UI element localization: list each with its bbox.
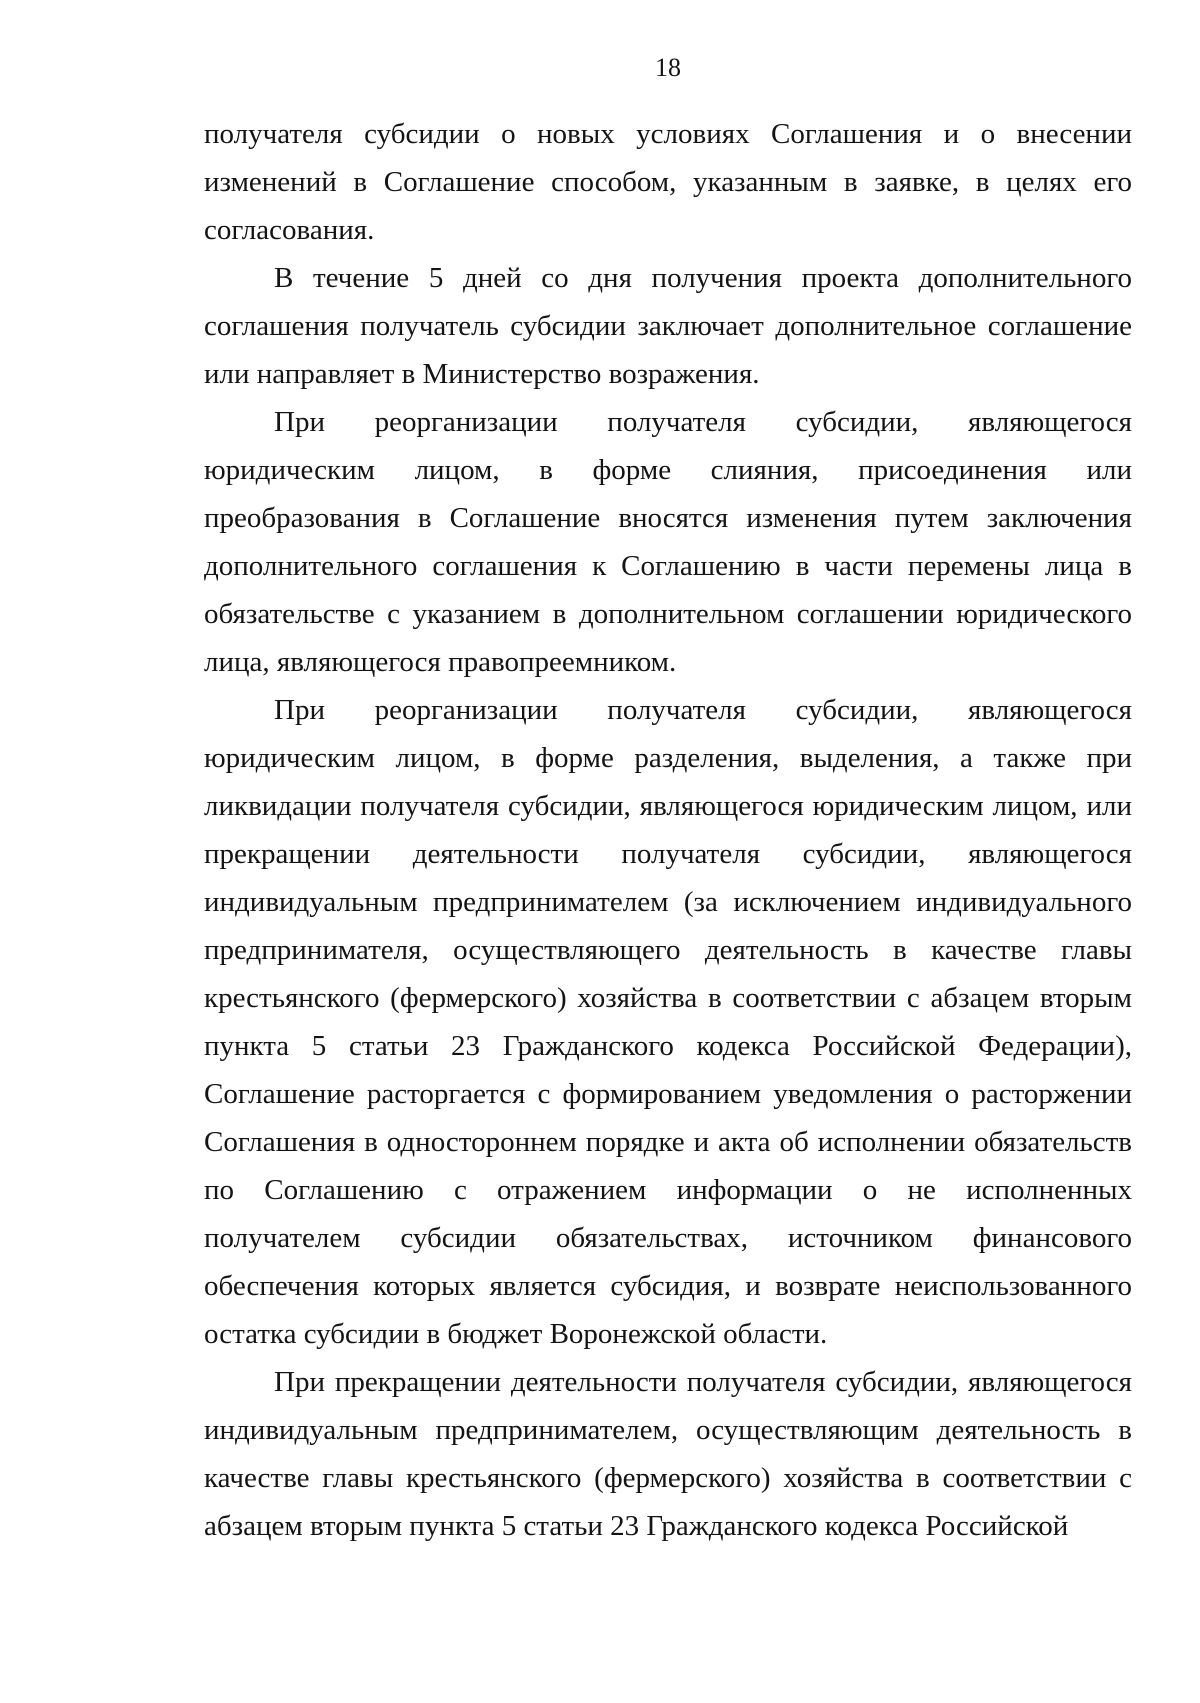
paragraph-4: При реорганизации получателя субсидии, являющегося юридическим лицом, в форме разделения, выделения, а также при ликвидации получателя субсидии, являющегося юридическим лицом, или прекращении деятельности получателя субсидии, являющегося индивидуальным предпринимателем (за исключением индивидуального предпринимателя, осуществляющего деятельность в качестве главы крестьянского (фермерского) хозяйства в соответствии с абзацем вторым пункта 5 статьи 23 Гражданского кодекса Российской Федерации), Соглашение расторгается с формированием уведомления о расторжении Соглашения в одностороннем порядке и акта об исполнении обязательств по Соглашению с отражением информации о не исполненных получателем субсидии обязательствах, источником финансового обеспечения которых является субсидия, и возврате неиспользованного остатка субсидии в бюджет Воронежской области. — [204, 694, 1132, 1350]
document-body — [204, 110, 1132, 1550]
paragraph-1: получателя субсидии о новых условиях Соглашения и о внесении изменений в Соглашение способом, указанным в заявке, в целях его согласования. — [204, 118, 1132, 246]
paragraph-5: При прекращении деятельности получателя субсидии, являющегося индивидуальным предпринимателем, осуществляющим деятельность в качестве главы крестьянского (фермерского) хозяйства в соответствии с абзацем вторым пункта 5 статьи 23 Гражданского кодекса Российской — [204, 1366, 1132, 1542]
page-number: 18 — [655, 53, 681, 82]
paragraph-2: В течение 5 дней со дня получения проекта дополнительного соглашения получатель субсидии заключает дополнительное соглашение или направляет в Министерство возражения. — [204, 262, 1132, 390]
paragraph-3: При реорганизации получателя субсидии, являющегося юридическим лицом, в форме слияния, присоединения или преобразования в Соглашение вносятся изменения путем заключения дополнительного соглашения к Соглашению в части перемены лица в обязательстве с указанием в дополнительном соглашении юридического лица, являющегося правопреемником. — [204, 406, 1132, 678]
